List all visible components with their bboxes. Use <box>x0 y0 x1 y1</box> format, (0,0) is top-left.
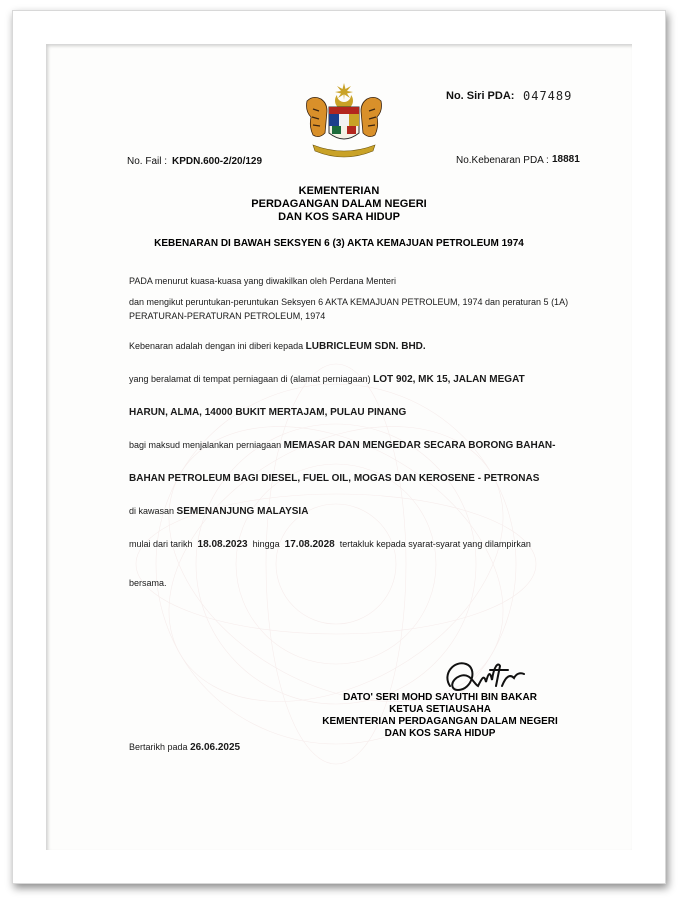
region-line <box>129 506 308 517</box>
purpose-part-2: BAHAN PETROLEUM BAGI DIESEL, FUEL OIL, MOGAS DAN KEROSENE - PETRONAS <box>129 473 540 484</box>
region-name: SEMENANJUNG MALAYSIA <box>176 506 309 517</box>
signer-ministry: KEMENTERIAN PERDAGANGAN DALAM NEGERI <box>322 716 558 727</box>
from-label: mulai dari tarikh <box>129 539 193 549</box>
from-date: 18.08.2023 <box>197 539 248 550</box>
signer-title: KETUA SETIAUSAHA <box>389 704 491 715</box>
permit-number: 18881 <box>552 154 580 165</box>
together-text: bersama. <box>129 578 167 588</box>
ministry-title-line-3: DAN KOS SARA HIDUP <box>278 211 400 223</box>
file-number: KPDN.600-2/20/129 <box>172 156 263 167</box>
region-prefix: di kawasan <box>129 506 175 516</box>
paragraph-provisions: dan mengikut peruntukan-peruntukan Seksyen 6 AKTA KEMAJUAN PETROLEUM, 1974 dan peraturan 5 (1A) <box>129 297 569 307</box>
company-name: LUBRICLEUM SDN. BHD. <box>305 341 426 352</box>
purpose-line <box>129 440 555 451</box>
to-label: hingga <box>252 539 280 549</box>
paragraph-authority: PADA menurut kuasa-kuasa yang diwakilkan oleh Perdana Menteri <box>129 276 396 286</box>
picture-frame <box>12 10 666 884</box>
certificate-paper <box>46 44 632 850</box>
malaysia-coat-of-arms <box>299 81 389 165</box>
address-line <box>129 374 525 385</box>
ministry-title-line-1: KEMENTERIAN <box>298 185 380 197</box>
address-part-2: HARUN, ALMA, 14000 BUKIT MERTAJAM, PULAU PINANG <box>129 407 407 418</box>
address-prefix: yang beralamat di tempat perniagaan di (alamat perniagaan) <box>129 374 371 384</box>
purpose-prefix: bagi maksud menjalankan perniagaan <box>129 440 282 450</box>
signer-ministry-2: DAN KOS SARA HIDUP <box>384 728 496 739</box>
dated-value: 26.06.2025 <box>190 742 241 753</box>
terms-text: tertakluk kepada syarat-syarat yang dilampirkan <box>339 539 531 549</box>
signer-name: DATO' SERI MOHD SAYUTHI BIN BAKAR <box>343 692 537 703</box>
purpose-part-1: MEMASAR DAN MENGEDAR SECARA BORONG BAHAN- <box>283 440 556 451</box>
paragraph-regulations: PERATURAN-PERATURAN PETROLEUM, 1974 <box>129 311 326 321</box>
dated-label: Bertarikh pada <box>129 742 188 752</box>
ministry-title-line-2: PERDAGANGAN DALAM NEGERI <box>251 198 427 210</box>
file-number-label: No. Fail : <box>127 156 168 167</box>
serial-number: 047489 <box>523 89 573 103</box>
permit-heading: KEBENARAN DI BAWAH SEKSYEN 6 (3) AKTA KEMAJUAN PETROLEUM 1974 <box>154 238 524 249</box>
address-part-1: LOT 902, MK 15, JALAN MEGAT <box>373 374 525 385</box>
validity-line <box>129 539 531 550</box>
to-date: 17.08.2028 <box>284 539 335 550</box>
grant-prefix: Kebenaran adalah dengan ini diberi kepada <box>129 341 304 351</box>
serial-label: No. Siri PDA: <box>446 90 515 102</box>
permit-number-label: No.Kebenaran PDA : <box>456 155 549 166</box>
dated-line <box>129 742 240 753</box>
grant-line <box>129 341 426 352</box>
